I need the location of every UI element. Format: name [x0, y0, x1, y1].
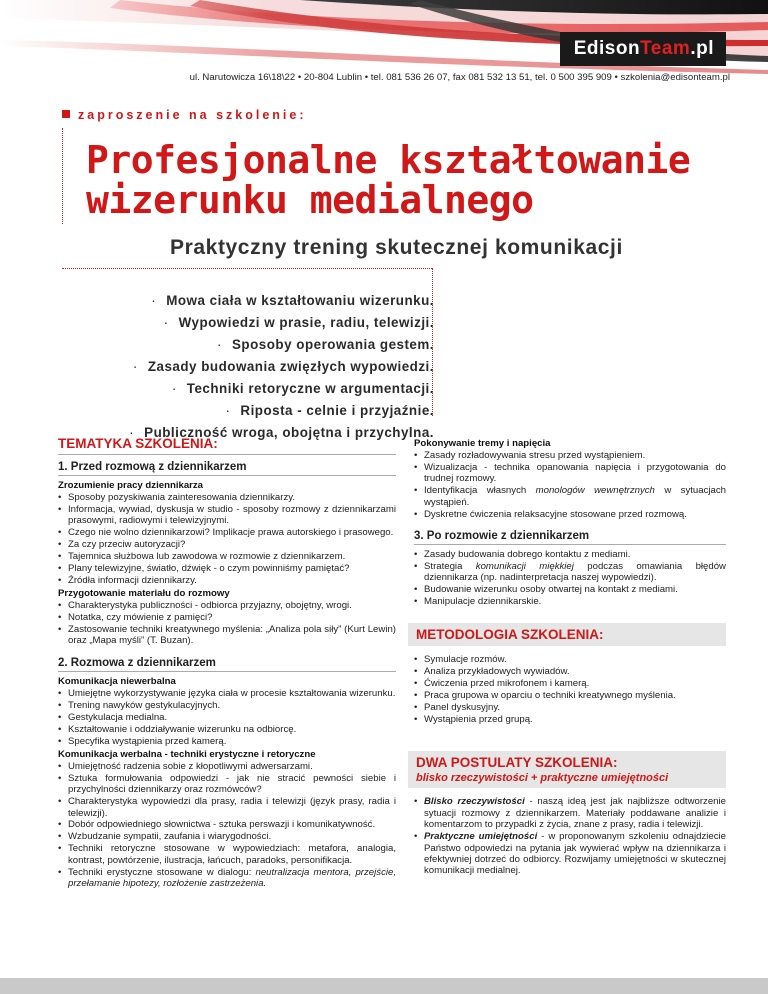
trema-heading: Pokonywanie tremy i napięcia — [414, 438, 551, 449]
page-title: Profesjonalne kształtowanie wizerunku medialnego — [86, 138, 691, 222]
metodologia-header: METODOLOGIA SZKOLENIA: — [408, 623, 726, 646]
header-decoration — [0, 0, 768, 110]
section1-list1 — [58, 492, 396, 586]
tematyka-heading: TEMATYKA SZKOLENIA: — [58, 436, 396, 455]
list-item: • Wzbudzanie sympatii, zaufania i wiarygodności. — [58, 831, 396, 842]
list-item: • Praca grupowa w oparciu o techniki kreatywnego myślenia. — [414, 690, 726, 701]
list-item: • Dyskretne ćwiczenia relaksacyjne stosowane przed rozmową. — [414, 509, 726, 520]
section2-sub1: Komunikacja niewerbalna — [58, 675, 176, 687]
section3-title: 3. Po rozmowie z dziennikarzem — [414, 530, 726, 545]
list-item: • Czego nie wolno dziennikarzowi? Implikacje prawa autorskiego i prasowego. — [58, 527, 396, 538]
list-item: • Identyfikacja własnych monologów wewnętrznych w sytuacjach wystąpień. — [414, 485, 726, 508]
section3-list — [414, 549, 726, 608]
list-item: • Techniki erystyczne stosowane w dialogu: neutralizacja mentora, przejście, przełamanie hipotezy, rozłożenie zastrzeżenia. — [58, 867, 396, 890]
dotted-line-left — [62, 128, 63, 224]
brand-logo: EdisonTeam.pl — [560, 32, 726, 66]
section2-sub2: Komunikacja werbalna - techniki erystyczne i retoryczne — [58, 748, 316, 760]
topics-list — [129, 290, 434, 444]
list-item: • Symulacje rozmów. — [414, 654, 726, 665]
topic-item: · Techniki retoryczne w argumentacji. — [171, 381, 434, 396]
list-item: • Charakterystyka wypowiedzi dla prasy, radia i telewizji (język prasy, radia i telewizji). — [58, 796, 396, 819]
list-item: • Zasady budowania dobrego kontaktu z mediami. — [414, 549, 726, 560]
section2-list2 — [58, 761, 396, 889]
postulaty-header: DWA POSTULATY SZKOLENIA: blisko rzeczywistości + praktyczne umiejętności — [408, 751, 726, 788]
list-item: • Źródła informacji dziennikarzy. — [58, 575, 396, 586]
section1-sub2: Przygotowanie materiału do rozmowy — [58, 588, 230, 600]
list-item: • Zasady rozładowywania stresu przed wystąpieniem. — [414, 450, 726, 461]
topic-item: · Zasady budowania zwięzłych wypowiedzi. — [132, 359, 434, 374]
list-item: • Wizualizacja - technika opanowania napięcia i przygotowania do trudnej rozmowy. — [414, 462, 726, 485]
list-item: • Wystąpienia przed grupą. — [414, 714, 726, 725]
trema-list — [414, 450, 726, 520]
list-item: • Dobór odpowiedniego słownictwa - sztuka perswazji i komunikatywność. — [58, 819, 396, 830]
list-item: • Plany telewizyjne, światło, dźwięk - o czym powinniśmy pamiętać? — [58, 563, 396, 574]
list-item: • Informacja, wywiad, dyskusja w studio - sposoby rozmowy z dziennikarzami prasowymi, radiowymi i telewizyjnymi. — [58, 504, 396, 527]
topic-item: · Wypowiedzi w prasie, radiu, telewizji. — [163, 315, 434, 330]
topic-item: · Riposta - celnie i przyjaźnie. — [225, 403, 434, 418]
section2-title: 2. Rozmowa z dziennikarzem — [58, 657, 396, 672]
list-item: • Strategia komunikacji miękkiej podczas omawiania błędów dziennikarza (np. nadinterpretacja naszej wypowiedzi). — [414, 561, 726, 584]
section2-list1 — [58, 688, 396, 747]
section1-sub1: Zrozumienie pracy dziennikarza — [58, 480, 204, 491]
list-item: • Specyfika wystąpienia przed kamerą. — [58, 736, 396, 747]
invite-label: zaproszenie na szkolenie: — [62, 108, 307, 122]
left-column — [58, 436, 396, 890]
metodologia-list — [414, 654, 726, 725]
topic-item: · Sposoby operowania gestem. — [217, 337, 434, 352]
list-item: • Praktyczne umiejętności - w proponowanym szkoleniu odnajdziecie Państwo odpowiedzi na pytania jak wywierać wpływ na dziennikarza i efektywniej dotrzeć do odbiorcy. Rozwijamy umiejętności w skutecznej komunikacji medialnej. — [414, 831, 726, 877]
topic-item: · Mowa ciała w kształtowaniu wizerunku. — [151, 293, 434, 308]
list-item: • Zastosowanie techniki kreatywnego myślenia: „Analiza pola siły” (Kurt Lewin) oraz „Mapa myśli” (T. Buzan). — [58, 624, 396, 647]
list-item: • Budowanie wizerunku osoby otwartej na kontakt z mediami. — [414, 584, 726, 595]
list-item: • Analiza przykładowych wywiadów. — [414, 666, 726, 677]
list-item: • Za czy przeciw autoryzacji? — [58, 539, 396, 550]
section1-title: 1. Przed rozmową z dziennikarzem — [58, 461, 396, 476]
list-item: • Manipulacje dziennikarskie. — [414, 596, 726, 607]
right-column — [414, 436, 726, 877]
list-item: • Notatka, czy mówienie z pamięci? — [58, 612, 396, 623]
list-item: • Kształtowanie i oddziaływanie wizerunku na odbiorcę. — [58, 724, 396, 735]
list-item: • Sposoby pozyskiwania zainteresowania dziennikarzy. — [58, 492, 396, 503]
list-item: • Blisko rzeczywistości - naszą ideą jest jak najbliższe odtworzenie sytuacji rozmowy z dziennikarzem. Materiały poddawane analizie i komentarzom to przypadki z życia, znane z prasy, radia i telewizji. — [414, 796, 726, 830]
list-item: • Trening nawyków gestykulacyjnych. — [58, 700, 396, 711]
dotted-line-bottom — [62, 268, 432, 269]
list-item: • Ćwiczenia przed mikrofonem i kamerą. — [414, 678, 726, 689]
list-item: • Tajemnica służbowa lub zawodowa w rozmowie z dziennikarzem. — [58, 551, 396, 562]
section1-list2 — [58, 600, 396, 647]
bullet-square-icon — [62, 110, 70, 118]
postulaty-list — [414, 796, 726, 876]
page-subtitle: Praktyczny trening skutecznej komunikacji — [170, 236, 623, 259]
list-item: • Panel dyskusyjny. — [414, 702, 726, 713]
topic-item: · Publiczność wroga, obojętna i przychylna. — [129, 425, 434, 440]
list-item: • Umiejętne wykorzystywanie języka ciała w procesie kształtowania wizerunku. — [58, 688, 396, 699]
list-item: • Sztuka formułowania odpowiedzi - jak nie stracić pewności siebie i przychylności dziennikarzy oraz rozmówców? — [58, 773, 396, 796]
list-item: • Gestykulacja medialna. — [58, 712, 396, 723]
list-item: • Umiejętność radzenia sobie z kłopotliwymi adwersarzami. — [58, 761, 396, 772]
contact-address: ul. Narutowicza 16\18\22 • 20-804 Lublin • tel. 081 536 26 07, fax 081 532 13 51, tel. 0 500 395 909 • szkolenia@edisonteam.pl — [189, 72, 730, 83]
footer-bar — [0, 978, 768, 994]
list-item: • Techniki retoryczne stosowane w wypowiedziach: metafora, analogia, kontrast, powtórzenie, ilustracja, łańcuch, paradoks, personifikacja. — [58, 843, 396, 866]
list-item: • Charakterystyka publiczności - odbiorca przyjazny, obojętny, wrogi. — [58, 600, 396, 611]
